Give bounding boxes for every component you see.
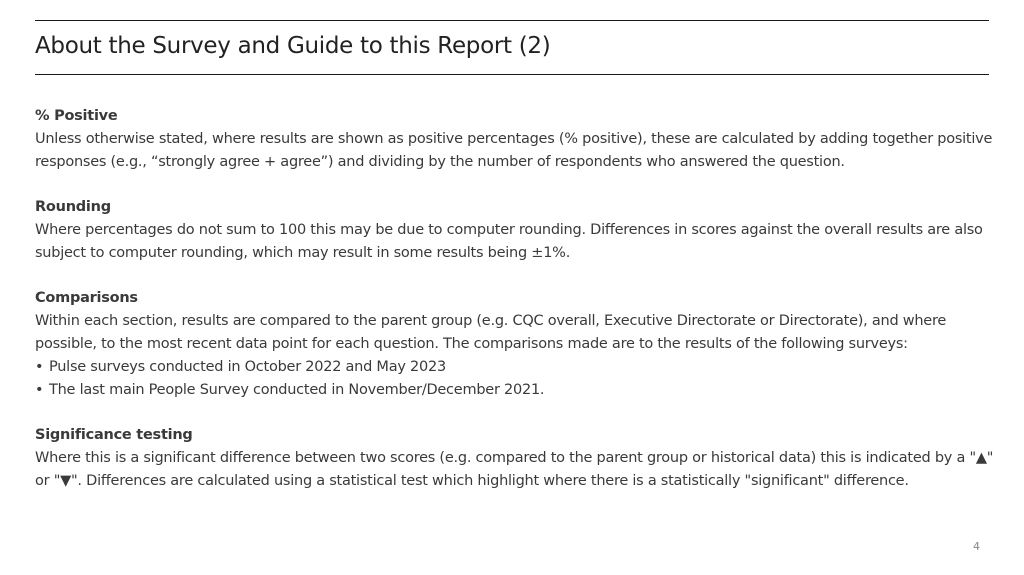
section-heading: Significance testing	[35, 427, 193, 444]
list-item	[35, 356, 1010, 379]
title-bottom-rule	[35, 74, 989, 75]
section-text: Where percentages do not sum to 100 this may be due to computer rounding. Differences in scores against the overall results are also subject to computer rounding, which may result in some results being ±1%.	[35, 221, 983, 261]
section-text: Within each section, results are compared to the parent group (e.g. CQC overall, Executive Directorate or Directorate), and where possible, to the most recent data point for each question. The comparisons made are to the results of the following surveys:	[35, 313, 947, 352]
list-item-text: The last main People Survey conducted in November/December 2021.	[49, 381, 545, 398]
page-title: About the Survey and Guide to this Report (2)	[35, 33, 551, 59]
list-item	[35, 379, 1010, 402]
report-guide-content	[35, 105, 1010, 515]
title-top-rule	[35, 20, 989, 21]
section-text: Unless otherwise stated, where results are shown as positive percentages (% positive), these are calculated by adding together positive responses (e.g., “strongly agree + agree”) and dividing by the number of respondents who answered the question.	[35, 130, 993, 170]
section-heading: % Positive	[35, 108, 118, 124]
bullet-icon: •	[35, 381, 44, 398]
section-text: Where this is a significant difference between two scores (e.g. compared to the parent group or historical data) this is indicated by a "▲" or "▼". Differences are calculated using a statistical test which highlight where there is a statistically "significant" difference.	[35, 449, 994, 489]
comparison-list	[35, 356, 1010, 402]
section-heading: Comparisons	[35, 290, 138, 307]
section-significance-testing	[35, 424, 1010, 492]
section-heading: Rounding	[35, 199, 111, 216]
section-rounding	[35, 196, 1010, 264]
page-number: 4	[973, 540, 980, 553]
section-comparisons	[35, 287, 1010, 401]
bullet-icon: •	[35, 358, 44, 375]
list-item-text: Pulse surveys conducted in October 2022 and May 2023	[49, 358, 446, 375]
section-percent-positive	[35, 105, 1010, 173]
